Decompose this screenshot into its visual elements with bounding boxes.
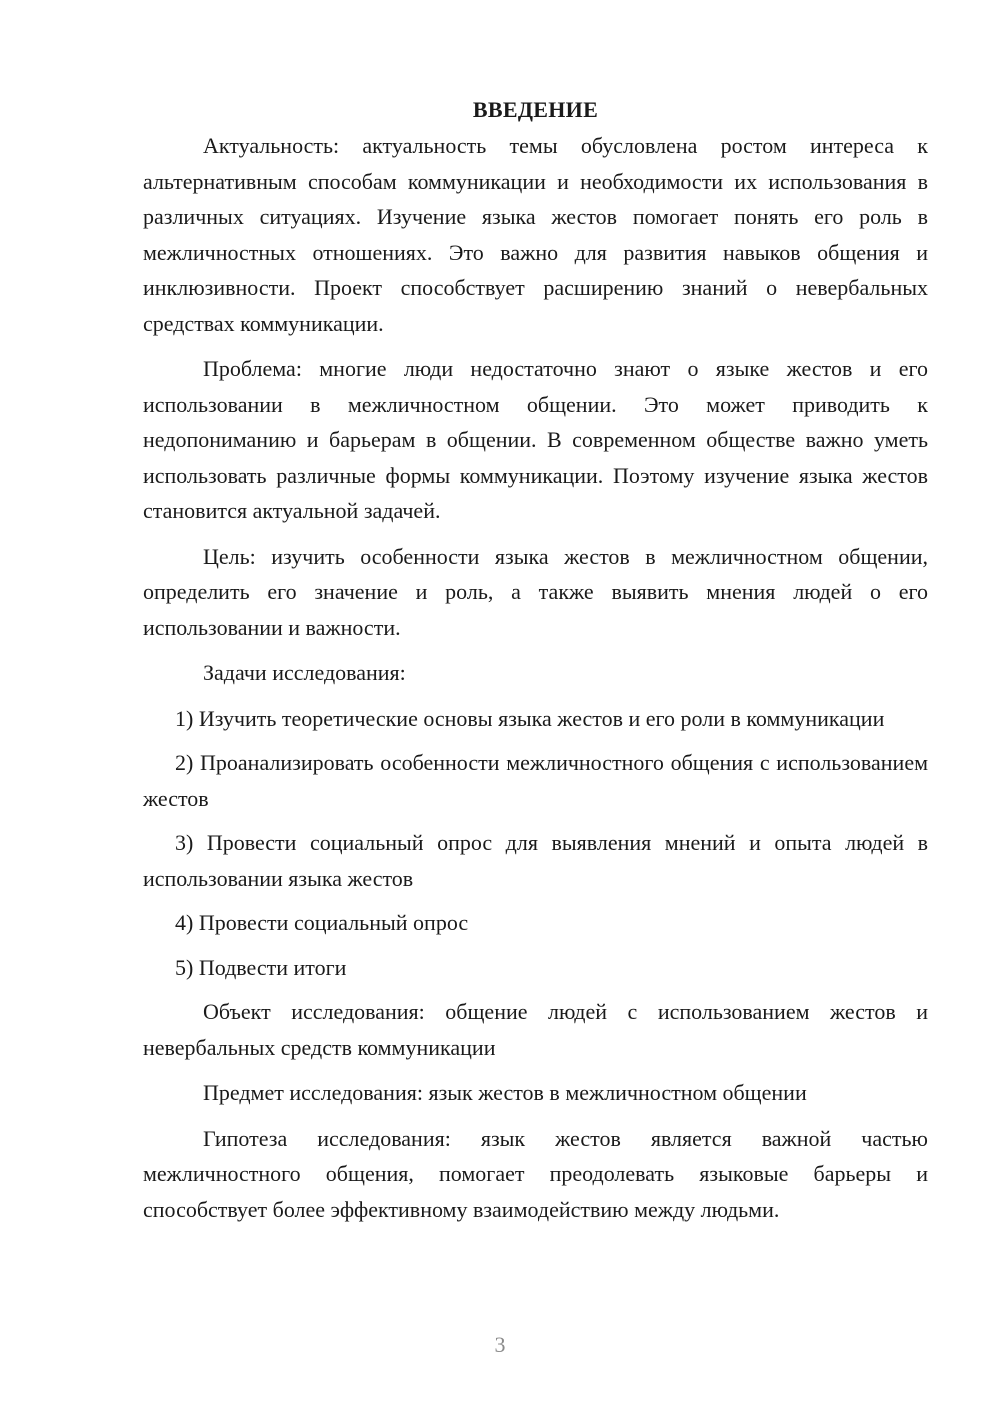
object-paragraph: Объект исследования: общение людей с использованием жестов и невербальных средств коммуникации — [143, 999, 928, 1060]
tasks-heading: Задачи исследования: — [203, 660, 406, 685]
task-item-3: 3) Провести социальный опрос для выявления мнений и опыта людей в использовании языка жестов — [143, 830, 928, 891]
task-item-5: 5) Подвести итоги — [175, 954, 347, 980]
task-item-1: 1) Изучить теоретические основы языка жестов и его роли в коммуникации — [175, 705, 885, 731]
hypothesis-paragraph: Гипотеза исследования: язык жестов является важной частью межличностного общения, помогает преодолевать языковые барьеры и способствует более эффективному взаимодействию между людьми. — [143, 1125, 928, 1222]
task-item-4: 4) Провести социальный опрос — [175, 910, 469, 935]
task-item-2: 2) Проанализировать особенности межличностного общения с использованием жестов — [143, 750, 928, 811]
document-title: ВВЕДЕНИЕ — [472, 97, 599, 122]
page-number: 3 — [494, 1332, 506, 1357]
subject-paragraph: Предмет исследования: язык жестов в межличностном общении — [203, 1080, 807, 1105]
problem-paragraph: Проблема: многие люди недостаточно знают о языке жестов и его использовании в межличностном общении. Это может приводить к недопониманию и барьерам в общении. В современном обществе важно уметь использовать различные формы коммуникации. Поэтому изучение языка жестов становится актуальной задачей. — [143, 356, 928, 523]
document-page — [143, 92, 928, 1237]
relevance-paragraph: Актуальность: актуальность темы обусловлена ростом интереса к альтернативным способам коммуникации и необходимости их использования в различных ситуациях. Изучение языка жестов помогает понять его роль в межличностных отношениях. Это важно для развития навыков общения и инклюзивности. Проект способствует расширению знаний о невербальных средствах коммуникации. — [143, 133, 928, 336]
goal-paragraph: Цель: изучить особенности языка жестов в межличностном общении, определить его значение и роль, а также выявить мнения людей о его использовании и важности. — [143, 543, 928, 640]
